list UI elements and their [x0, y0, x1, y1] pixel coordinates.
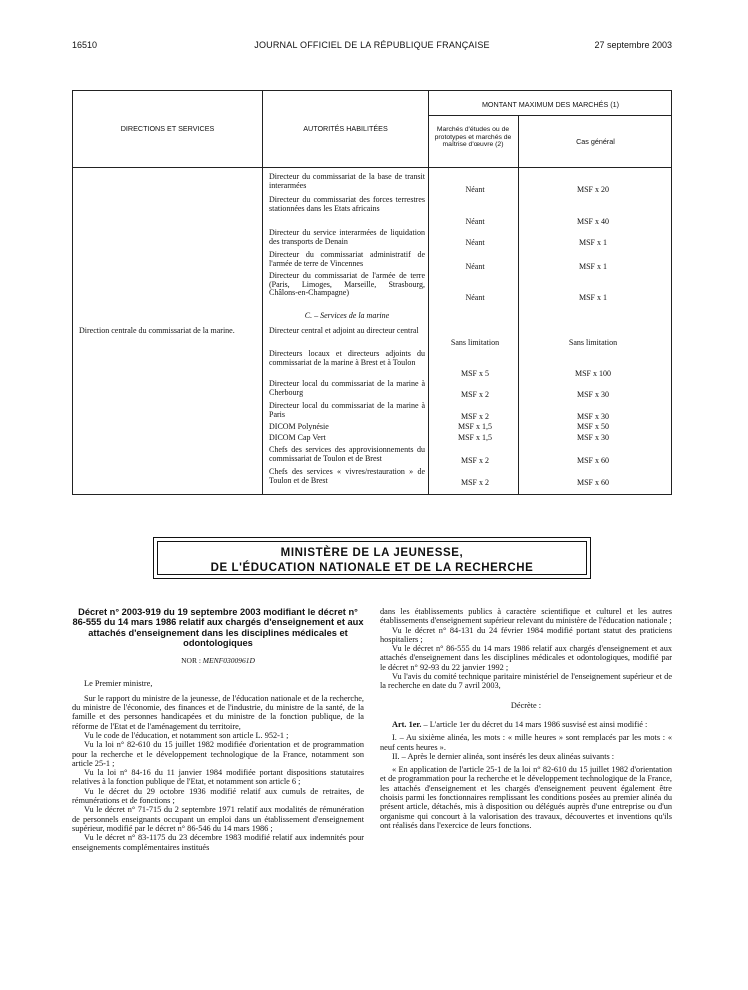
table-row-general: MSF x 20	[576, 185, 609, 194]
table-row-authority: DICOM Cap Vert	[269, 433, 326, 442]
table-row-authority: Chefs des services « vivres/restauration » de Toulon et de Brest	[269, 467, 425, 485]
section-subheading: C. – Services de la marine	[304, 311, 390, 320]
table-row-general: MSF x 100	[574, 369, 611, 378]
nor-line	[72, 656, 364, 665]
table-row-etudes: Sans limitation	[450, 338, 500, 347]
table-row-general: MSF x 40	[576, 217, 609, 226]
decree-paragraph: Vu la loi n° 84-16 du 11 janvier 1984 modifiée portant dispositions statutaires relatives à la fonction publique de l'Etat, et notamment son article 6 ;	[72, 768, 364, 787]
table-row-general: MSF x 30	[576, 433, 609, 442]
nor-value: MENF0300961D	[202, 656, 255, 666]
decree-paragraph: Vu la loi n° 82-610 du 15 juillet 1982 modifiée d'orientation et de programmation pour la recherche et le développement technologique de la France, notamment son article 25-1 ;	[72, 740, 364, 768]
table-row-general: MSF x 50	[576, 422, 609, 431]
decree-paragraph: Vu le décret n° 86-555 du 14 mars 1986 relatif aux chargés d'enseignement et aux attachés d'enseignement dans les disciplines médicales et odontologiques, modifié par le décret n° 92-93 du 22 janvier 1992 ;	[380, 644, 672, 672]
col-header-directions: DIRECTIONS ET SERVICES	[120, 124, 215, 133]
authorities-table	[72, 90, 672, 495]
table-row-general: MSF x 60	[576, 478, 609, 487]
col-header-general: Cas général	[576, 137, 615, 146]
direction-name: Direction centrale du commissariat de la marine.	[79, 326, 235, 335]
page-header	[72, 40, 672, 54]
table-row-general: MSF x 1	[578, 238, 607, 247]
table-row-etudes: Néant	[465, 262, 485, 271]
decree-left-column	[72, 607, 364, 852]
table-row-etudes: Néant	[465, 293, 485, 302]
table-row-etudes: Néant	[465, 238, 485, 247]
table-row-authority: Chefs des services des approvisionnements du commissariat de Toulon et de Brest	[269, 445, 425, 463]
table-row-etudes: MSF x 2	[460, 456, 489, 465]
decree-title: Décret n° 2003-919 du 19 septembre 2003 modifiant le décret n° 86-555 du 14 mars 1986 relatif aux chargés d'enseignement et aux attachés d'enseignement dans les disciplines médicales et odontologiques	[72, 607, 364, 648]
table-row-authority: Directeur du commissariat des forces terrestres stationnées dans les Etats africains	[269, 195, 425, 213]
decrete-heading: Décrète :	[510, 700, 542, 710]
ministry-banner	[153, 537, 591, 579]
article-label: Art. 1er.	[392, 719, 422, 729]
decree-paragraph: Vu le code de l'éducation, et notamment son article L. 952-1 ;	[84, 730, 289, 740]
article-1	[380, 720, 672, 729]
table-row-authority: Directeur du commissariat de la base de transit interarmées	[269, 172, 425, 190]
table-row-authority: Directeur central et adjoint au directeur central	[269, 326, 419, 335]
article-paragraph: II. – Après le dernier alinéa, sont insérés les deux alinéas suivants :	[392, 751, 615, 761]
table-row-authority: Directeurs locaux et directeurs adjoints du commissariat de la marine à Brest et à Toulon	[269, 349, 425, 367]
ministry-line-1: MINISTÈRE DE LA JEUNESSE,	[280, 547, 464, 559]
table-row-etudes: Néant	[465, 217, 485, 226]
table-row-etudes: MSF x 2	[460, 412, 489, 421]
nor-label: NOR :	[181, 656, 201, 666]
col-header-montant: MONTANT MAXIMUM DES MARCHÉS (1)	[481, 100, 620, 109]
decree-right-column	[380, 607, 672, 830]
table-row-etudes: MSF x 1,5	[457, 433, 492, 442]
table-row-etudes: MSF x 1,5	[457, 422, 492, 431]
table-row-authority: Directeur du commissariat administratif de l'armée de terre de Vincennes	[269, 250, 425, 268]
table-row-etudes: MSF x 2	[460, 390, 489, 399]
page-number: 16510	[72, 40, 98, 50]
article-paragraph: I. – Au sixième alinéa, les mots : « mille heures » sont remplacés par les mots : « neuf cents heures ».	[380, 733, 672, 752]
decree-paragraph: Le Premier ministre,	[84, 679, 153, 689]
table-row-authority: Directeur du commissariat de l'armée de terre (Paris, Limoges, Marseille, Strasbourg, Châlons-en-Champagne)	[269, 271, 425, 298]
table-row-general: MSF x 1	[578, 262, 607, 271]
table-row-etudes: MSF x 5	[460, 369, 489, 378]
table-row-etudes: Néant	[465, 185, 485, 194]
article-text: – L'article 1er du décret du 14 mars 1986 susvisé est ainsi modifié :	[423, 719, 648, 729]
journal-title: JOURNAL OFFICIEL DE LA RÉPUBLIQUE FRANÇAISE	[254, 40, 490, 50]
decree-paragraph: Vu le décret du 29 octobre 1936 modifié relatif aux cumuls de retraites, de rémunérations et de fonctions ;	[72, 786, 364, 806]
table-row-authority: Directeur local du commissariat de la marine à Paris	[269, 401, 425, 419]
decree-paragraph: Vu le décret n° 84-131 du 24 février 1984 modifié portant statut des praticiens hospitaliers ;	[380, 625, 672, 644]
col-header-autorites: AUTORITÉS HABILITÉES	[303, 124, 388, 133]
table-row-authority: Directeur local du commissariat de la marine à Cherbourg	[269, 379, 425, 397]
decree-paragraph: Sur le rapport du ministre de la jeunesse, de l'éducation nationale et de la recherche, du ministre de l'économie, des finances et de l'industrie, du ministre de la santé, de la famille et des personnes handicapées et du ministre de la fonction publique, de la réforme de l'Etat et de l'aménagement du territoire,	[72, 693, 364, 731]
table-row-etudes: MSF x 2	[460, 478, 489, 487]
table-row-general: Sans limitation	[568, 338, 618, 347]
decree-paragraph: dans les établissements publics à caractère scientifique et culturel et les autres établissements d'enseignement supérieur relevant du ministère de l'éducation nationale ;	[380, 607, 672, 626]
col-header-etudes: Marchés d'études ou de prototypes et marchés de maîtrise d'œuvre (2)	[434, 126, 512, 148]
article-paragraph: « En application de l'article 25-1 de la loi n° 82-610 du 15 juillet 1982 d'orientation et de programmation pour la recherche et le développement technologique de la France, les attachés d'enseignement et les chargés d'enseignement peuvent également être choisis parmi les fonctionnaires remplissant les conditions posées au premier alinéa du présent article, détachés, mis à disposition ou délégués auprès d'une entreprise ou d'un organisme qui concourt à la valorisation des travaux, découvertes et inventions qu'ils ont réalisés dans l'exercice de leurs fonctions.	[380, 765, 672, 830]
table-row-authority: Directeur du service interarmées de liquidation des transports de Denain	[269, 228, 425, 246]
decree-paragraph: Vu le décret n° 71-715 du 2 septembre 1971 relatif aux modalités de rémunération de personnels enseignants occupant un emploi dans un établissement d'enseignement supérieur, modifié par le décret n° 86-546 du 14 mars 1986 ;	[72, 805, 364, 833]
decree-paragraph: Vu l'avis du comité technique paritaire ministériel de l'enseignement supérieur et de la recherche en date du 7 avril 2003,	[380, 672, 672, 691]
table-row-general: MSF x 30	[576, 412, 609, 421]
table-row-general: MSF x 1	[578, 293, 607, 302]
table-row-general: MSF x 30	[576, 390, 609, 399]
ministry-line-2: DE L'ÉDUCATION NATIONALE ET DE LA RECHERCHE	[210, 562, 534, 574]
publication-date: 27 septembre 2003	[594, 40, 672, 50]
decree-paragraph: Vu le décret n° 83-1175 du 23 décembre 1983 modifié relatif aux indemnités pour enseignements complémentaires institués	[72, 833, 364, 852]
table-row-general: MSF x 60	[576, 456, 609, 465]
table-row-authority: DICOM Polynésie	[269, 422, 329, 431]
